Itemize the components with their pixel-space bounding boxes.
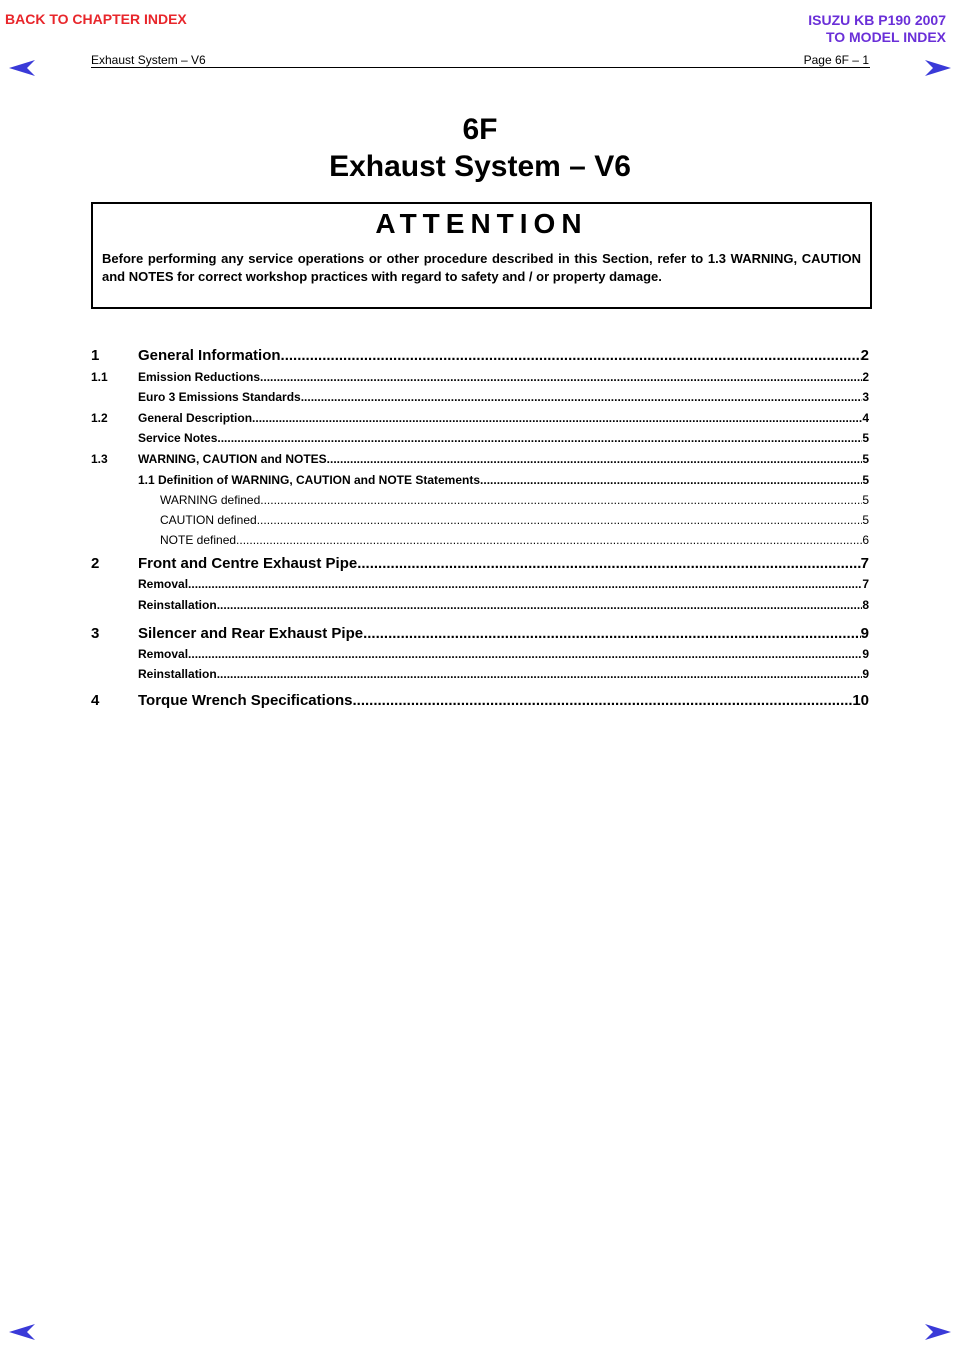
toc-leader-dots bbox=[260, 493, 862, 507]
toc-entry-title: Service Notes bbox=[138, 431, 218, 445]
toc-leader-dots bbox=[281, 347, 861, 364]
toc-entry-page: 2 bbox=[860, 347, 869, 364]
toc-entry-title: Torque Wrench Specifications bbox=[138, 692, 353, 709]
toc-entry-title: Silencer and Rear Exhaust Pipe bbox=[138, 625, 364, 642]
toc-entry-page: 5 bbox=[862, 473, 869, 487]
running-header-left: Exhaust System – V6 bbox=[91, 53, 206, 67]
toc-leader-dots bbox=[188, 577, 862, 591]
attention-text: Before performing any service operations or other procedure described in this Section, refer to 1.3 WARNING, CAUTION and NOTES for correct workshop practices with regard to safety and / or property damage. bbox=[102, 251, 861, 284]
toc-leader-dots bbox=[252, 411, 862, 425]
toc-entry-title: Front and Centre Exhaust Pipe bbox=[138, 555, 358, 572]
toc-entry[interactable] bbox=[91, 411, 869, 432]
toc-entry-page: 10 bbox=[852, 692, 869, 709]
toc-leader-dots bbox=[357, 555, 860, 572]
toc-entry-title: Removal bbox=[138, 647, 189, 661]
toc-entry[interactable] bbox=[91, 625, 869, 647]
toc-entry-number: 1.3 bbox=[91, 452, 108, 466]
toc-entry-page: 6 bbox=[862, 533, 869, 547]
toc-entry[interactable] bbox=[91, 692, 869, 714]
next-page-arrow-bottom-icon[interactable] bbox=[923, 1322, 953, 1342]
toc-entry-page: 9 bbox=[862, 667, 869, 681]
toc-entry-title: Euro 3 Emissions Standards bbox=[138, 390, 301, 404]
toc-entry-page: 5 bbox=[862, 513, 869, 527]
toc-entry-title: WARNING defined bbox=[160, 493, 261, 507]
toc-leader-dots bbox=[352, 692, 852, 709]
toc-leader-dots bbox=[217, 598, 863, 612]
toc-entry-title: General Information bbox=[138, 347, 281, 364]
toc-entry-title: NOTE defined bbox=[160, 533, 237, 547]
toc-entry-title: WARNING, CAUTION and NOTES bbox=[138, 452, 327, 466]
toc-entry-number: 1.2 bbox=[91, 411, 108, 425]
previous-page-arrow-bottom-icon[interactable] bbox=[7, 1322, 37, 1342]
attention-box bbox=[91, 202, 872, 309]
toc-entry[interactable] bbox=[91, 347, 869, 369]
toc-leader-dots bbox=[236, 533, 862, 547]
toc-entry[interactable] bbox=[91, 390, 869, 411]
toc-leader-dots bbox=[363, 625, 861, 642]
header-rule bbox=[91, 67, 870, 68]
toc-entry-number: 1 bbox=[91, 347, 100, 364]
toc-entry-page: 7 bbox=[862, 577, 869, 591]
toc-entry-page: 5 bbox=[862, 493, 869, 507]
toc-entry-page: 5 bbox=[862, 452, 869, 466]
toc-leader-dots bbox=[188, 647, 862, 661]
toc-entry-number: 3 bbox=[91, 625, 100, 642]
toc-entry-title: Removal bbox=[138, 577, 189, 591]
toc-entry[interactable] bbox=[91, 431, 869, 452]
toc-entry-page: 9 bbox=[862, 647, 869, 661]
toc-leader-dots bbox=[301, 390, 863, 404]
toc-entry-title: 1.1 Definition of WARNING, CAUTION and NOTE Statements bbox=[138, 473, 481, 487]
previous-page-arrow-icon[interactable] bbox=[7, 58, 37, 78]
toc-entry-number: 2 bbox=[91, 555, 100, 572]
toc-entry-title: Emission Reductions bbox=[138, 370, 261, 384]
section-title: Exhaust System – V6 bbox=[329, 150, 631, 183]
toc-entry[interactable] bbox=[91, 555, 869, 577]
running-header-right: Page 6F – 1 bbox=[803, 53, 869, 67]
toc-leader-dots bbox=[260, 370, 862, 384]
toc-entry[interactable] bbox=[91, 513, 869, 533]
toc-leader-dots bbox=[480, 473, 862, 487]
toc-entry-number: 1.1 bbox=[91, 370, 108, 384]
to-model-index-link[interactable]: TO MODEL INDEX bbox=[825, 29, 946, 45]
toc-leader-dots bbox=[257, 513, 863, 527]
toc-entry-title: General Description bbox=[138, 411, 253, 425]
toc-entry-page: 4 bbox=[862, 411, 869, 425]
toc-entry-number: 4 bbox=[91, 692, 100, 709]
model-title-link[interactable]: ISUZU KB P190 2007 bbox=[808, 12, 946, 28]
attention-heading: ATTENTION bbox=[375, 208, 588, 239]
section-number: 6F bbox=[462, 113, 498, 146]
toc-entry-page: 9 bbox=[860, 625, 869, 642]
toc-entry-title: Reinstallation bbox=[138, 598, 217, 612]
toc-entry[interactable] bbox=[91, 370, 869, 391]
toc-entry-title: CAUTION defined bbox=[160, 513, 257, 527]
toc-entry-page: 2 bbox=[862, 370, 869, 384]
toc-entry-page: 5 bbox=[862, 431, 869, 445]
toc-entry[interactable] bbox=[91, 493, 869, 513]
toc-entry-page: 8 bbox=[862, 598, 869, 612]
next-page-arrow-icon[interactable] bbox=[923, 58, 953, 78]
toc-leader-dots bbox=[217, 667, 863, 681]
toc-entry[interactable] bbox=[91, 533, 869, 553]
back-to-chapter-index-link[interactable]: BACK TO CHAPTER INDEX bbox=[5, 11, 187, 27]
toc-entry[interactable] bbox=[91, 667, 869, 688]
toc-entry[interactable] bbox=[91, 647, 869, 668]
toc-entry-page: 3 bbox=[862, 390, 869, 404]
toc-entry-title: Reinstallation bbox=[138, 667, 217, 681]
toc-entry[interactable] bbox=[91, 577, 869, 598]
toc-entry[interactable] bbox=[91, 598, 869, 619]
toc-entry-page: 7 bbox=[860, 555, 869, 572]
toc-entry[interactable] bbox=[91, 473, 869, 494]
model-index-links bbox=[808, 12, 946, 46]
toc-leader-dots bbox=[327, 452, 863, 466]
toc-entry[interactable] bbox=[91, 452, 869, 473]
toc-leader-dots bbox=[217, 431, 862, 445]
